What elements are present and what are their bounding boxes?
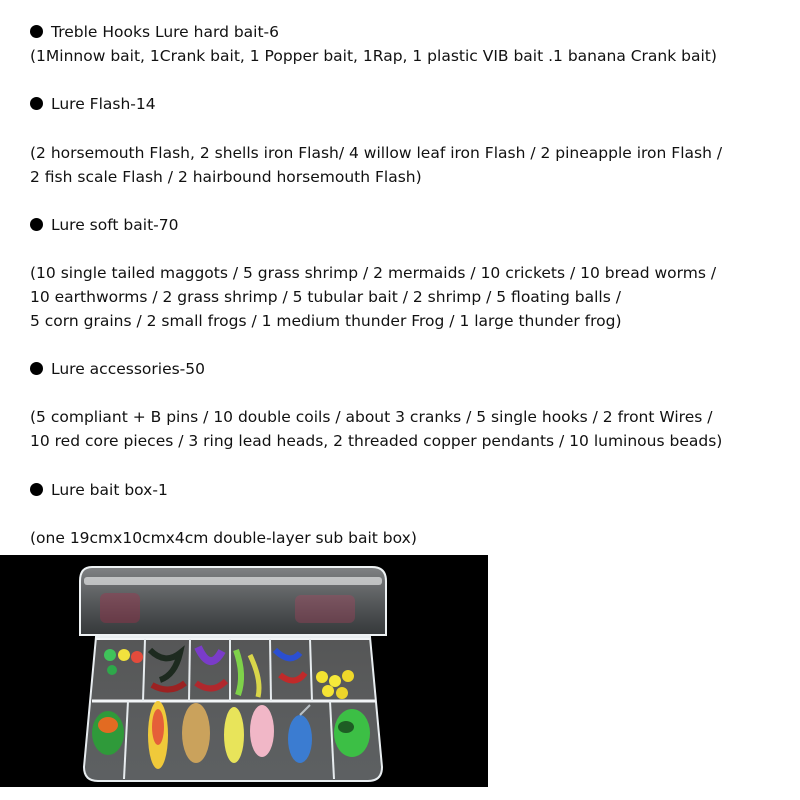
section-detail-hard-bait: (1Minnow bait, 1Crank bait, 1 Popper bait, 1Rap, 1 plastic VIB bait .1 banana Crank bait) bbox=[30, 47, 717, 65]
bullet-icon bbox=[30, 25, 43, 38]
section-detail-accessories-line-1: (5 compliant + B pins / 10 double coils / about 3 cranks / 5 single hooks / 2 front Wires / bbox=[30, 408, 713, 426]
section-heading-bait-box bbox=[30, 480, 168, 500]
bullet-icon bbox=[30, 362, 43, 375]
section-heading-soft-bait bbox=[30, 215, 178, 235]
section-detail-soft-bait-line-1: (10 single tailed maggots / 5 grass shrimp / 2 mermaids / 10 crickets / 10 bread worms / bbox=[30, 264, 717, 282]
section-detail-soft-bait-line-3: 5 corn grains / 2 small frogs / 1 medium thunder Frog / 1 large thunder frog) bbox=[30, 312, 622, 330]
section-heading-accessories bbox=[30, 359, 205, 379]
product-photo bbox=[0, 555, 488, 787]
heading-text: Lure soft bait-70 bbox=[51, 216, 179, 234]
tackle-box-image bbox=[0, 555, 488, 787]
bullet-icon bbox=[30, 218, 43, 231]
heading-text: Lure bait box-1 bbox=[51, 481, 168, 499]
heading-text: Lure Flash-14 bbox=[51, 95, 156, 113]
section-detail-flash-line-1: (2 horsemouth Flash, 2 shells iron Flash/ 4 willow leaf iron Flash / 2 pineapple iron Flash / bbox=[30, 144, 723, 162]
section-detail-flash-line-2: 2 fish scale Flash / 2 hairbound horsemouth Flash) bbox=[30, 168, 422, 186]
section-heading-hard-bait bbox=[30, 22, 279, 42]
section-detail-accessories-line-2: 10 red core pieces / 3 ring lead heads, 2 threaded copper pendants / 10 luminous beads) bbox=[30, 432, 723, 450]
section-detail-bait-box: (one 19cmx10cmx4cm double-layer sub bait box) bbox=[30, 529, 417, 547]
section-detail-soft-bait-line-2: 10 earthworms / 2 grass shrimp / 5 tubular bait / 2 shrimp / 5 floating balls / bbox=[30, 288, 621, 306]
heading-text: Treble Hooks Lure hard bait-6 bbox=[51, 23, 280, 41]
bullet-icon bbox=[30, 483, 43, 496]
bullet-icon bbox=[30, 97, 43, 110]
heading-text: Lure accessories-50 bbox=[51, 360, 206, 378]
section-heading-flash bbox=[30, 94, 156, 114]
